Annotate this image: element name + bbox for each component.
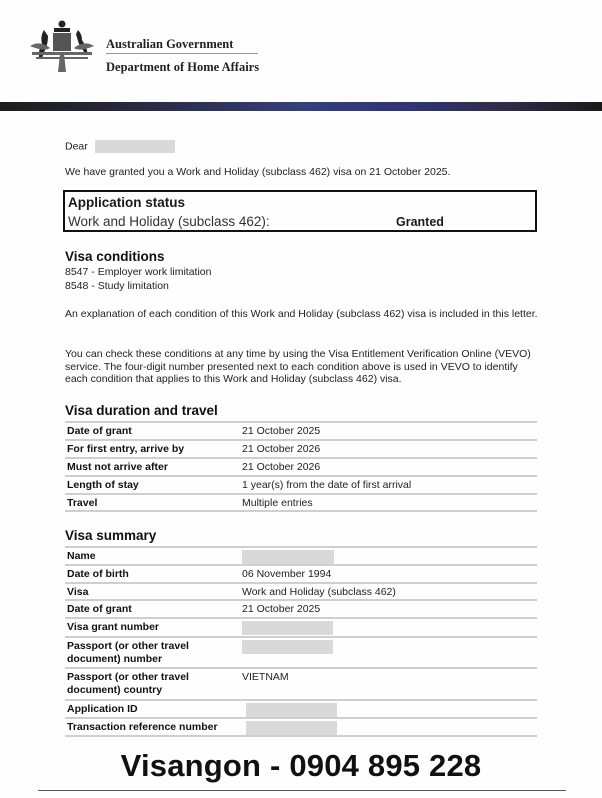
row-value-redacted	[242, 550, 334, 564]
application-status-visa: Work and Holiday (subclass 462):	[68, 214, 270, 229]
table-row	[65, 457, 537, 475]
table-row	[65, 439, 537, 457]
row-label: Visa grant number	[67, 621, 159, 633]
application-status-title: Application status	[68, 195, 186, 210]
row-label: Date of grant	[67, 603, 132, 615]
row-value: 21 October 2025	[242, 603, 321, 615]
row-value: 21 October 2026	[242, 461, 321, 473]
table-row	[65, 475, 537, 493]
row-value-redacted	[242, 721, 337, 735]
row-value: Work and Holiday (subclass 462)	[242, 586, 396, 598]
conditions-explanation: An explanation of each condition of this Work and Holiday (subclass 462) visa is included in this letter.	[65, 308, 538, 320]
footer-brand: Visangon - 0904 895 228	[120, 748, 482, 783]
application-status-value: Granted	[396, 215, 444, 229]
redacted-name	[95, 140, 175, 153]
coat-of-arms-icon	[26, 18, 98, 76]
row-label: Visa	[67, 586, 89, 598]
table-row	[65, 493, 537, 512]
duration-table	[65, 421, 537, 512]
summary-title: Visa summary	[65, 528, 157, 543]
salutation-text: Dear	[65, 140, 88, 153]
row-label: Date of birth	[67, 568, 129, 580]
application-status-box	[63, 190, 537, 232]
salutation	[65, 140, 175, 153]
footer-divider	[38, 790, 566, 791]
table-row	[65, 546, 537, 564]
row-value-redacted	[242, 703, 337, 717]
redaction	[242, 640, 333, 654]
row-value: VIETNAM	[242, 671, 289, 683]
table-row	[65, 564, 537, 582]
row-label: For first entry, arrive by	[67, 443, 185, 455]
intro-text: We have granted you a Work and Holiday (subclass 462) visa on 21 October 2025.	[65, 166, 451, 178]
department-name: Department of Home Affairs	[106, 60, 260, 74]
row-label: Date of grant	[67, 425, 132, 437]
row-value: 1 year(s) from the date of first arrival	[242, 479, 412, 491]
redaction	[242, 550, 334, 564]
table-row	[65, 617, 537, 636]
condition-item: 8548 - Study limitation	[65, 280, 169, 292]
redaction	[242, 621, 333, 635]
duration-title: Visa duration and travel	[65, 403, 218, 418]
row-value: Multiple entries	[242, 497, 313, 509]
redaction	[246, 721, 337, 735]
row-label: Transaction reference number	[67, 721, 218, 733]
row-value: 21 October 2025	[242, 425, 321, 437]
row-value-redacted	[242, 640, 333, 654]
row-label: Travel	[67, 497, 98, 509]
row-label: Must not arrive after	[67, 461, 168, 473]
vevo-paragraph: You can check these conditions at any time by using the Visa Entitlement Verification Online (VEVO) service. The four-digit number presented next to each condition above is used in VEVO to identify each condition that applies to this Work and Holiday (subclass 462) visa.	[65, 348, 531, 385]
row-value: 21 October 2026	[242, 443, 321, 455]
header-band	[0, 102, 602, 111]
table-row	[65, 599, 537, 617]
row-label: Application ID	[67, 703, 138, 715]
row-value-redacted	[242, 621, 333, 635]
table-row	[65, 636, 537, 667]
table-row	[65, 717, 537, 737]
row-label: Passport (or other travel document) number	[67, 640, 189, 665]
summary-table	[65, 546, 537, 737]
row-label: Length of stay	[67, 479, 139, 491]
government-name: Australian Government	[106, 37, 234, 51]
table-row	[65, 421, 537, 439]
row-label: Passport (or other travel document) country	[67, 671, 189, 696]
redaction	[246, 703, 337, 717]
table-row	[65, 699, 537, 717]
header-divider	[106, 53, 258, 54]
table-row	[65, 667, 537, 699]
condition-item: 8547 - Employer work limitation	[65, 266, 212, 278]
row-value: 06 November 1994	[242, 568, 332, 580]
row-label: Name	[67, 550, 96, 562]
visa-conditions-title: Visa conditions	[65, 249, 165, 264]
table-row	[65, 582, 537, 599]
letterhead	[0, 0, 602, 100]
